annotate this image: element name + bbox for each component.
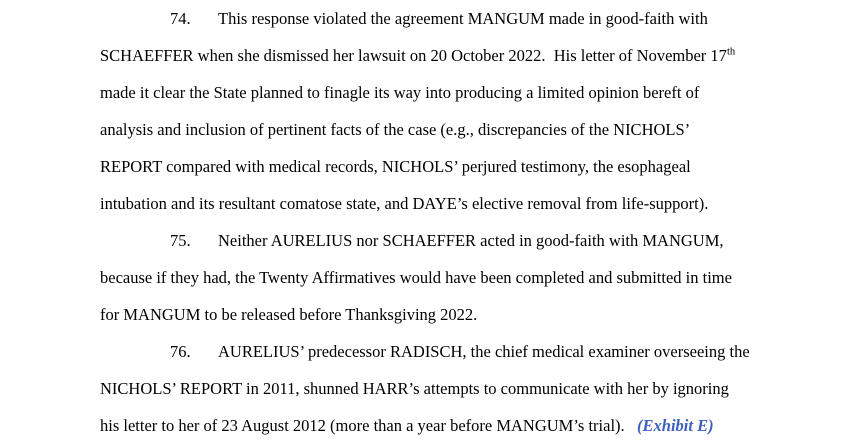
text-run: AURELIUS’ predecessor RADISCH, the chief medical examiner overseeing the xyxy=(218,342,750,361)
document-line xyxy=(100,296,750,333)
document-line xyxy=(100,111,750,148)
document-line xyxy=(100,74,750,111)
exhibit-e-link[interactable]: (Exhibit E) xyxy=(637,416,714,435)
text-run: REPORT compared with medical records, NICHOLS’ perjured testimony, the esophageal xyxy=(100,157,691,176)
paragraph-number: 76. xyxy=(170,342,191,361)
document-line xyxy=(100,333,750,370)
text-run: because if they had, the Twenty Affirmatives would have been completed and submitted in time xyxy=(100,268,732,287)
document-line xyxy=(100,185,750,222)
text-run: intubation and its resultant comatose state, and DAYE’s elective removal from life-support). xyxy=(100,194,709,213)
document-line xyxy=(100,0,750,37)
document-line xyxy=(100,37,750,74)
document-line xyxy=(100,222,750,259)
text-run: NICHOLS’ REPORT in 2011, shunned HARR’s attempts to communicate with her by ignoring xyxy=(100,379,729,398)
superscript-ordinal: th xyxy=(726,46,736,58)
text-run: This response violated the agreement MANGUM made in good-faith with xyxy=(218,9,708,28)
text-run: analysis and inclusion of pertinent facts of the case (e.g., discrepancies of the NICHOLS’ xyxy=(100,120,691,139)
text-run: SCHAEFFER when she dismissed her lawsuit on 20 October 2022. His letter of November 17 xyxy=(100,46,727,65)
text-run: made it clear the State planned to finagle its way into producing a limited opinion bereft of xyxy=(100,83,700,102)
text-run: his letter to her of 23 August 2012 (more than a year before MANGUM’s trial). xyxy=(100,416,638,435)
paragraph-number: 75. xyxy=(170,231,191,250)
paragraph-number: 74. xyxy=(170,9,191,28)
document-line xyxy=(100,407,750,444)
text-run: for MANGUM to be released before Thanksgiving 2022. xyxy=(100,305,478,324)
text-run: Neither AURELIUS nor SCHAEFFER acted in good-faith with MANGUM, xyxy=(218,231,724,250)
document-line xyxy=(100,148,750,185)
document-line xyxy=(100,259,750,296)
document-line xyxy=(100,370,750,407)
